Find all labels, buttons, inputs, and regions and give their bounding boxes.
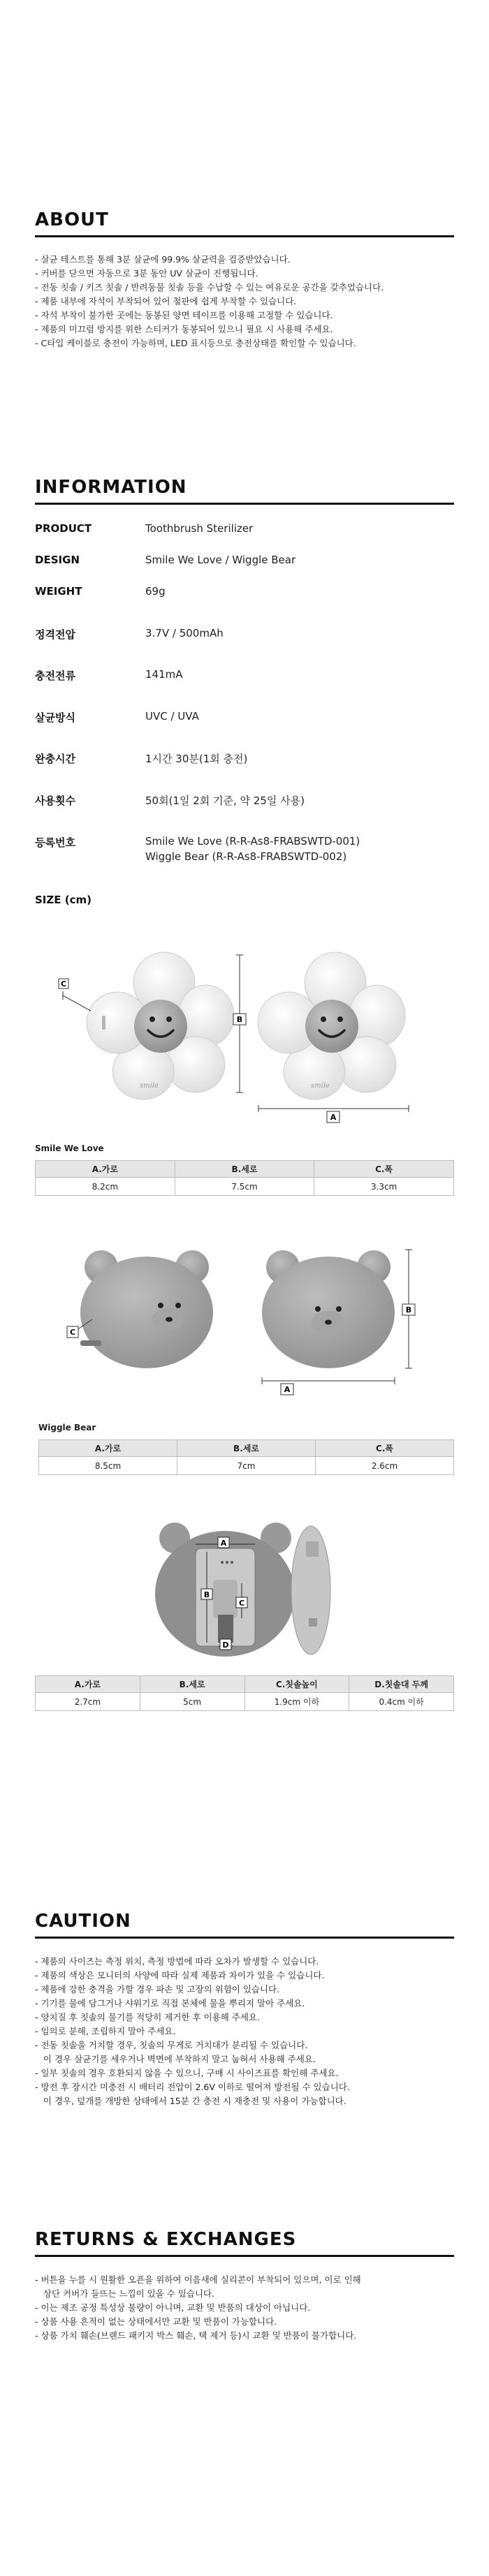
- smile-marker-a: [258, 1105, 409, 1123]
- info-value: 1시간 30분(1회 충전): [145, 753, 248, 765]
- info-key: PRODUCT: [35, 522, 92, 535]
- bear-diagram: [35, 1236, 454, 1403]
- about-item: - 제품의 미끄럼 방지를 위한 스티커가 동봉되어 있으니 필요 시 사용해 주세요.: [35, 324, 333, 334]
- info-key: DESIGN: [35, 554, 80, 566]
- table-row: [39, 1457, 454, 1475]
- bear-marker-b: [402, 1250, 415, 1368]
- table-cell: 0.4cm 이하: [349, 1693, 454, 1711]
- about-title: ABOUT: [35, 209, 109, 230]
- info-row-current: [35, 668, 454, 685]
- table-cell: 7cm: [177, 1457, 316, 1475]
- table-row: [36, 1178, 454, 1196]
- info-row-sterilization: [35, 710, 454, 727]
- caution-item: - 제품의 색상은 모니터의 사양에 따라 실제 제품과 차이가 있을 수 있습니다.: [35, 1970, 325, 1981]
- svg-text:B: B: [236, 1015, 243, 1024]
- returns-item: - 상품 사용 흔적이 없는 상태에서만 교환 및 반품이 가능합니다.: [35, 2316, 277, 2327]
- table-row: [36, 1693, 454, 1711]
- table-cell: 7.5cm: [175, 1178, 314, 1196]
- info-key: 살균방식: [35, 711, 75, 724]
- smile-table-label: Smile We Love: [35, 1143, 104, 1153]
- about-list: [35, 253, 461, 350]
- about-item: - 커버를 닫으면 자동으로 3분 동안 UV 살균이 진행됩니다.: [35, 268, 258, 279]
- info-value: 3.7V / 500mAh: [145, 627, 224, 639]
- returns-rule: [35, 2255, 454, 2257]
- about-item: - 전동 칫솔 / 키즈 칫솔 / 반려동물 칫솔 등을 수납할 수 있는 여유로운 공간을 갖추었습니다.: [35, 282, 384, 293]
- caution-rule: [35, 1937, 454, 1939]
- svg-text:D: D: [222, 1641, 229, 1650]
- info-value: Toothbrush Sterilizer: [145, 522, 254, 535]
- returns-title: RETURNS & EXCHANGES: [35, 2229, 297, 2250]
- info-value-second: Wiggle Bear (R-R-As8-FRABSWTD-002): [145, 850, 347, 863]
- about-item: - 자석 부착이 불가한 곳에는 동봉된 양면 테이프를 이용해 고정할 수 있습니다.: [35, 310, 333, 320]
- returns-item: - 상품 가치 훼손(브랜드 패키지 박스 훼손, 택 제거 등)시 교환 및 반품이 불가합니다.: [35, 2330, 357, 2341]
- bear-product-front: [262, 1250, 395, 1368]
- info-key: 정격전압: [35, 628, 75, 641]
- info-value: 50회(1일 2회 기준, 약 25일 사용): [145, 794, 305, 807]
- info-row-voltage: [35, 627, 454, 644]
- smile-marker-b: [233, 955, 246, 1093]
- smile-size-table: [35, 1160, 454, 1196]
- svg-text:B: B: [405, 1305, 412, 1315]
- bear-marker-a: [262, 1377, 395, 1395]
- caution-title: CAUTION: [35, 1911, 131, 1932]
- info-value: UVC / UVA: [145, 710, 199, 723]
- caution-item: - 제품의 사이즈는 측정 위치, 측정 방법에 따라 오차가 발생할 수 있습니다.: [35, 1956, 319, 1967]
- about-rule: [35, 235, 454, 237]
- table-cell: 1.9cm 이하: [245, 1693, 349, 1711]
- info-key: 완충시간: [35, 753, 75, 765]
- info-row-product: [35, 522, 454, 539]
- table-header: A.가로: [39, 1440, 177, 1457]
- caution-item: 이 경우 살균기를 세우거나 벽면에 부착하지 말고 눕혀서 사용해 주세요.: [35, 2054, 316, 2064]
- table-header: C.폭: [314, 1161, 454, 1178]
- caution-list: [35, 1955, 461, 2108]
- returns-item: - 버튼을 누를 시 원활한 오픈을 위하여 이음새에 실리콘이 부착되어 있으며, 이로 인해: [35, 2274, 361, 2285]
- table-cell: 8.5cm: [39, 1457, 177, 1475]
- inner-product-open: [155, 1523, 330, 1657]
- info-row-weight: [35, 585, 454, 602]
- table-cell: 3.3cm: [314, 1178, 454, 1196]
- inner-marker-d: [218, 1639, 233, 1650]
- table-header: B.세로: [140, 1676, 245, 1693]
- table-header: A.가로: [36, 1676, 140, 1693]
- svg-text:B: B: [203, 1590, 210, 1599]
- caution-item: - 방전 후 장시간 미충전 시 배터리 전압이 2.6V 이하로 떨어져 방전될 수 있습니다.: [35, 2082, 350, 2092]
- svg-text:C: C: [60, 979, 67, 989]
- info-value: 69g: [145, 585, 166, 598]
- svg-text:C: C: [238, 1599, 245, 1608]
- caution-item: 이 경우, 덮개를 개방한 상태에서 15분 간 충전 시 재충전 및 사용이 가능합니다.: [35, 2096, 346, 2106]
- svg-text:C: C: [69, 1328, 76, 1337]
- smile-logo-mark: smile: [311, 1082, 330, 1090]
- caution-item: - 양치질 후 칫솔의 물기를 적당히 제거한 후 이용해 주세요.: [35, 2012, 260, 2022]
- table-cell: 5cm: [140, 1693, 245, 1711]
- smile-product-back: [258, 952, 405, 1100]
- info-value: 141mA: [145, 668, 183, 681]
- info-key: 충전전류: [35, 669, 75, 682]
- caution-item: - 임의로 분해, 조립하지 말아 주세요.: [35, 2026, 176, 2036]
- info-row-usage: [35, 793, 454, 810]
- bear-product-side: [80, 1250, 213, 1368]
- info-key: 사용횟수: [35, 794, 75, 807]
- table-header: B.세로: [177, 1440, 316, 1457]
- bear-table-label: Wiggle Bear: [38, 1423, 96, 1433]
- inner-size-table: [35, 1675, 454, 1711]
- about-item: - C타입 케이블로 충전이 가능하며, LED 표시등으로 충전상태를 확인할 수 있습니다.: [35, 338, 356, 348]
- returns-list: [35, 2273, 461, 2343]
- smile-logo-mark: smile: [140, 1082, 159, 1090]
- size-label: SIZE (cm): [35, 894, 92, 906]
- table-header: C.칫솔높이: [245, 1676, 349, 1693]
- info-value: Smile We Love / Wiggle Bear: [145, 554, 296, 566]
- smile-marker-c: [59, 979, 91, 1011]
- table-cell: 8.2cm: [36, 1178, 175, 1196]
- table-header: C.폭: [316, 1440, 454, 1457]
- svg-text:A: A: [220, 1539, 227, 1548]
- info-row-design: [35, 554, 454, 570]
- table-header: D.칫솔대 두께: [349, 1676, 454, 1693]
- about-item: - 제품 내부에 자석이 부착되어 있어 철판에 쉽게 부착할 수 있습니다.: [35, 296, 297, 306]
- table-header: A.가로: [36, 1161, 175, 1178]
- caution-item: - 기기를 물에 담그거나 샤워기로 직접 본체에 물을 뿌리지 말아 주세요.: [35, 1998, 305, 2008]
- info-row-registration: [35, 835, 454, 867]
- svg-text:A: A: [330, 1113, 337, 1122]
- table-cell: 2.6cm: [316, 1457, 454, 1475]
- inner-diagram: [35, 1513, 454, 1667]
- bear-size-table: [38, 1439, 454, 1475]
- info-key: 등록번호: [35, 836, 75, 849]
- table-cell: 2.7cm: [36, 1693, 140, 1711]
- returns-item: 상단 커버가 들뜨는 느낌이 있을 수 있습니다.: [35, 2288, 215, 2299]
- smile-product-front: [87, 952, 234, 1100]
- table-header: B.세로: [175, 1161, 314, 1178]
- info-value: Smile We Love (R-R-As8-FRABSWTD-001): [145, 835, 360, 847]
- caution-item: - 제품에 강한 충격을 가할 경우 파손 및 고장의 위험이 있습니다.: [35, 1984, 280, 1994]
- svg-text:A: A: [284, 1385, 291, 1394]
- about-item: - 살균 테스트를 통해 3분 살균에 99.9% 살균력을 검증받았습니다.: [35, 254, 291, 265]
- smile-diagram: [35, 949, 454, 1124]
- information-rule: [35, 503, 454, 505]
- caution-item: - 전동 칫솔을 거치할 경우, 칫솔의 무게로 거치대가 분리될 수 있습니다.: [35, 2040, 308, 2050]
- caution-item: - 일부 칫솔의 경우 호환되지 않을 수 있으니, 구매 시 사이즈표를 확인해 주세요.: [35, 2068, 339, 2078]
- info-row-charge-time: [35, 751, 454, 768]
- returns-item: - 이는 제조 공정 특성상 불량이 아니며, 교환 및 반품의 대상이 아닙니다.: [35, 2302, 311, 2313]
- information-title: INFORMATION: [35, 477, 187, 498]
- info-key: WEIGHT: [35, 585, 82, 598]
